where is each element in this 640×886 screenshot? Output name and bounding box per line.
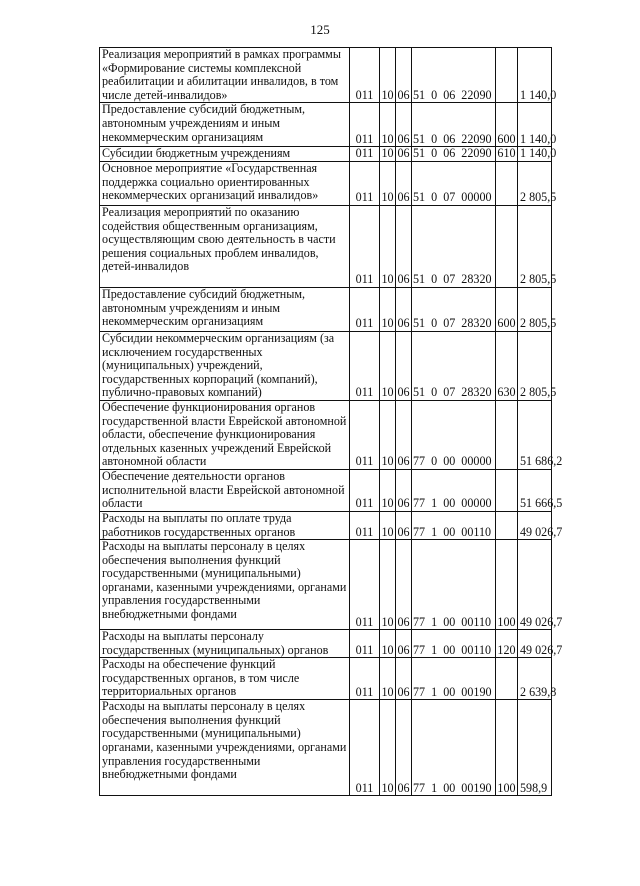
target-article-code	[412, 700, 496, 796]
ministry-code-text: 011	[355, 614, 374, 629]
row-name	[100, 540, 350, 630]
subsection-code	[396, 511, 412, 539]
table-row	[100, 161, 552, 205]
table-row	[100, 147, 552, 162]
ministry-code	[350, 331, 380, 400]
table-row	[100, 331, 552, 400]
section-code	[380, 205, 396, 287]
expense-type-code	[496, 400, 518, 469]
table-row	[100, 630, 552, 658]
ministry-code-text: 011	[355, 684, 374, 699]
subsection-code-text: 06	[397, 272, 410, 287]
expense-type-code-text: 630	[497, 385, 516, 400]
target-article-code	[412, 147, 496, 162]
table-body	[100, 47, 563, 796]
subsection-code-text: 06	[397, 780, 410, 795]
ministry-code-text: 011	[355, 385, 374, 400]
amount-text: 2 805,5	[520, 190, 557, 205]
row-name	[100, 287, 350, 331]
expense-type-code-text: 610	[497, 146, 516, 161]
amount	[518, 540, 563, 630]
target-article-code-text: 51 0 07 28320	[413, 272, 492, 287]
row-name-text: Расходы на обеспечение функций государственных органов, в том числе территориальных органов	[102, 657, 300, 699]
expense-type-code	[496, 331, 518, 400]
amount	[518, 469, 563, 511]
subsection-code-text: 06	[397, 454, 410, 469]
row-name-text: Расходы на выплаты по оплате труда работников государственных органов	[102, 510, 296, 539]
subsection-code	[396, 700, 412, 796]
page-number: 125	[310, 22, 330, 37]
amount	[518, 161, 557, 205]
target-article-code-text: 77 1 00 00190	[413, 684, 492, 699]
table-row	[100, 658, 552, 700]
amount	[518, 511, 563, 539]
ministry-code	[350, 630, 380, 658]
section-code	[380, 287, 396, 331]
target-article-code	[412, 469, 496, 511]
section-code	[380, 103, 396, 147]
ministry-code	[350, 400, 380, 469]
table-row	[100, 400, 552, 469]
section-code-text: 10	[381, 87, 394, 102]
row-name-text: Обеспечение функционирования органов государственной власти Еврейской автономной области, обеспечение функционирования отдельных казенных учреждений Еврейской автономной области	[102, 399, 347, 469]
target-article-code-text: 51 0 06 22090	[413, 131, 492, 146]
amount-text: 49 026,7	[520, 524, 563, 539]
amount-text: 2 805,5	[520, 316, 557, 331]
table-row	[100, 700, 552, 796]
expense-type-code	[496, 287, 518, 331]
amount-text: 1 140,0	[520, 146, 557, 161]
amount-text: 1 140,0	[520, 131, 557, 146]
row-name-text: Основное мероприятие «Государственная поддержка социально ориентированных некоммерческих организаций инвалидов»	[102, 160, 319, 203]
row-name	[100, 331, 350, 400]
subsection-code	[396, 103, 412, 147]
row-name	[100, 700, 350, 796]
subsection-code	[396, 205, 412, 287]
amount	[518, 331, 557, 400]
row-name	[100, 147, 350, 162]
section-code-text: 10	[381, 642, 394, 657]
ministry-code	[350, 469, 380, 511]
ministry-code	[350, 103, 380, 147]
row-name	[100, 205, 350, 287]
ministry-code-text: 011	[355, 190, 374, 205]
row-name	[100, 161, 350, 205]
target-article-code-text: 77 1 00 00110	[413, 524, 492, 539]
ministry-code	[350, 540, 380, 630]
section-code	[380, 469, 396, 511]
row-name-text: Расходы на выплаты персоналу в целях обеспечения выполнения функций государственными (муниципальными) органами, казенными учреждениями, органами управления государственными внебюджетными фондами	[102, 539, 347, 622]
row-name	[100, 400, 350, 469]
section-code	[380, 48, 396, 103]
ministry-code	[350, 205, 380, 287]
section-code	[380, 511, 396, 539]
section-code-text: 10	[381, 146, 394, 161]
expense-type-code	[496, 540, 518, 630]
target-article-code	[412, 103, 496, 147]
subsection-code	[396, 147, 412, 162]
row-name-text: Обеспечение деятельности органов исполнительной власти Еврейской автономной области	[102, 468, 345, 511]
section-code-text: 10	[381, 385, 394, 400]
ministry-code	[350, 658, 380, 700]
target-article-code	[412, 205, 496, 287]
subsection-code	[396, 331, 412, 400]
amount-text: 51 686,2	[520, 454, 563, 469]
expense-type-code	[496, 658, 518, 700]
subsection-code	[396, 658, 412, 700]
subsection-code	[396, 630, 412, 658]
section-code-text: 10	[381, 454, 394, 469]
target-article-code-text: 77 0 00 00000	[413, 454, 492, 469]
subsection-code-text: 06	[397, 316, 410, 331]
target-article-code	[412, 511, 496, 539]
ministry-code-text: 011	[355, 524, 374, 539]
target-article-code	[412, 540, 496, 630]
subsection-code	[396, 287, 412, 331]
amount-text: 49 026,7	[520, 642, 563, 657]
amount	[518, 400, 563, 469]
section-code-text: 10	[381, 272, 394, 287]
ministry-code-text: 011	[355, 131, 374, 146]
expense-type-code	[496, 700, 518, 796]
ministry-code-text: 011	[355, 496, 374, 511]
target-article-code	[412, 161, 496, 205]
table-row	[100, 205, 552, 287]
target-article-code	[412, 287, 496, 331]
section-code-text: 10	[381, 780, 394, 795]
amount	[518, 146, 557, 162]
target-article-code-text: 77 1 00 00000	[413, 496, 492, 511]
subsection-code	[396, 48, 412, 103]
target-article-code-text: 51 0 07 00000	[413, 190, 492, 205]
section-code-text: 10	[381, 190, 394, 205]
expense-type-code	[496, 48, 518, 103]
subsection-code	[396, 400, 412, 469]
subsection-code	[396, 469, 412, 511]
row-name	[100, 469, 350, 511]
amount	[518, 630, 563, 658]
row-name-text: Расходы на выплаты персоналу государственных (муниципальных) органов	[102, 629, 329, 657]
row-name-text: Реализация мероприятий по оказанию содействия общественным организациям, осуществляющим свою деятельность в части решения социальных проблем инвалидов, детей-инвалидов	[102, 204, 336, 274]
section-code	[380, 630, 396, 658]
target-article-code-text: 77 1 00 00110	[413, 614, 492, 629]
amount-text: 2 805,5	[520, 385, 557, 400]
target-article-code	[412, 630, 496, 658]
expense-type-code-text: 600	[497, 131, 516, 146]
amount	[518, 700, 552, 796]
table-row	[100, 287, 552, 331]
ministry-code	[350, 147, 380, 162]
subsection-code-text: 06	[397, 146, 410, 161]
expense-type-code-text: 100	[497, 780, 516, 795]
row-name-text: Предоставление субсидий бюджетным, автономным учреждениям и иным некоммерческим организациям	[102, 102, 306, 144]
target-article-code-text: 77 1 00 00110	[413, 642, 492, 657]
subsection-code	[396, 540, 412, 630]
target-article-code-text: 51 0 06 22090	[413, 87, 492, 102]
section-code-text: 10	[381, 684, 394, 699]
ministry-code-text: 011	[355, 780, 374, 795]
subsection-code-text: 06	[397, 131, 410, 146]
amount-text: 598,9	[520, 780, 548, 795]
expense-type-code-text: 100	[497, 614, 516, 629]
row-name	[100, 630, 350, 658]
amount-text: 2 805,5	[520, 272, 557, 287]
row-name	[100, 658, 350, 700]
row-name	[100, 48, 350, 103]
target-article-code-text: 51 0 06 22090	[413, 146, 492, 161]
amount-text: 51 666,5	[520, 496, 563, 511]
target-article-code-text: 77 1 00 00190	[413, 780, 492, 795]
amount	[518, 205, 557, 287]
ministry-code-text: 011	[355, 454, 374, 469]
subsection-code-text: 06	[397, 87, 410, 102]
amount	[518, 287, 557, 331]
table-row	[100, 540, 552, 630]
target-article-code	[412, 658, 496, 700]
subsection-code-text: 06	[397, 614, 410, 629]
ministry-code-text: 011	[355, 87, 374, 102]
ministry-code	[350, 48, 380, 103]
expense-type-code	[496, 161, 518, 205]
section-code	[380, 147, 396, 162]
ministry-code	[350, 511, 380, 539]
section-code-text: 10	[381, 131, 394, 146]
expense-type-code	[496, 205, 518, 287]
ministry-code-text: 011	[355, 272, 374, 287]
expense-type-code	[496, 511, 518, 539]
ministry-code-text: 011	[355, 316, 374, 331]
subsection-code-text: 06	[397, 385, 410, 400]
section-code-text: 10	[381, 614, 394, 629]
table-row	[100, 469, 552, 511]
ministry-code	[350, 287, 380, 331]
target-article-code	[412, 400, 496, 469]
expense-type-code	[496, 630, 518, 658]
section-code	[380, 161, 396, 205]
amount	[518, 48, 557, 103]
subsection-code-text: 06	[397, 642, 410, 657]
section-code	[380, 700, 396, 796]
subsection-code-text: 06	[397, 496, 410, 511]
table-row	[100, 103, 552, 147]
ministry-code	[350, 700, 380, 796]
row-name	[100, 103, 350, 147]
target-article-code-text: 51 0 07 28320	[413, 316, 492, 331]
section-code	[380, 658, 396, 700]
subsection-code-text: 06	[397, 190, 410, 205]
section-code	[380, 400, 396, 469]
row-name-text: Субсидии бюджетным учреждениям	[102, 146, 291, 161]
subsection-code-text: 06	[397, 524, 410, 539]
section-code-text: 10	[381, 524, 394, 539]
row-name	[100, 511, 350, 539]
amount-text: 49 026,7	[520, 614, 563, 629]
subsection-code	[396, 161, 412, 205]
target-article-code-text: 51 0 07 28320	[413, 385, 492, 400]
table-row	[100, 511, 552, 539]
section-code-text: 10	[381, 316, 394, 331]
row-name-text: Реализация мероприятий в рамках программы «Формирование системы комплексной реабилитации и абилитации инвалидов, в том числе детей-инвалидов»	[102, 47, 341, 102]
budget-table	[99, 47, 563, 796]
section-code-text: 10	[381, 496, 394, 511]
expense-type-code	[496, 469, 518, 511]
target-article-code	[412, 331, 496, 400]
expense-type-code	[496, 147, 518, 162]
section-code	[380, 331, 396, 400]
amount-text: 2 639,8	[520, 684, 557, 699]
ministry-code-text: 011	[355, 642, 374, 657]
expense-type-code-text: 120	[497, 642, 516, 657]
ministry-code	[350, 161, 380, 205]
amount	[518, 658, 557, 700]
expense-type-code-text: 600	[497, 316, 516, 331]
table-row	[100, 48, 552, 103]
target-article-code	[412, 48, 496, 103]
amount	[518, 103, 557, 147]
section-code	[380, 540, 396, 630]
row-name-text: Расходы на выплаты персоналу в целях обеспечения выполнения функций государственными (муниципальными) органами, казенными учреждениями, органами управления государственными внебюджетными фондами	[102, 699, 347, 782]
row-name-text: Предоставление субсидий бюджетным, автономным учреждениям и иным некоммерческим организациям	[102, 286, 306, 329]
row-name-text: Субсидии некоммерческим организациям (за исключением государственных (муниципальных) учреждений, государственных корпораций (компаний), публично-правовых компаний)	[102, 330, 335, 400]
subsection-code-text: 06	[397, 684, 410, 699]
expense-type-code	[496, 103, 518, 147]
amount-text: 1 140,0	[520, 87, 557, 102]
ministry-code-text: 011	[355, 146, 374, 161]
